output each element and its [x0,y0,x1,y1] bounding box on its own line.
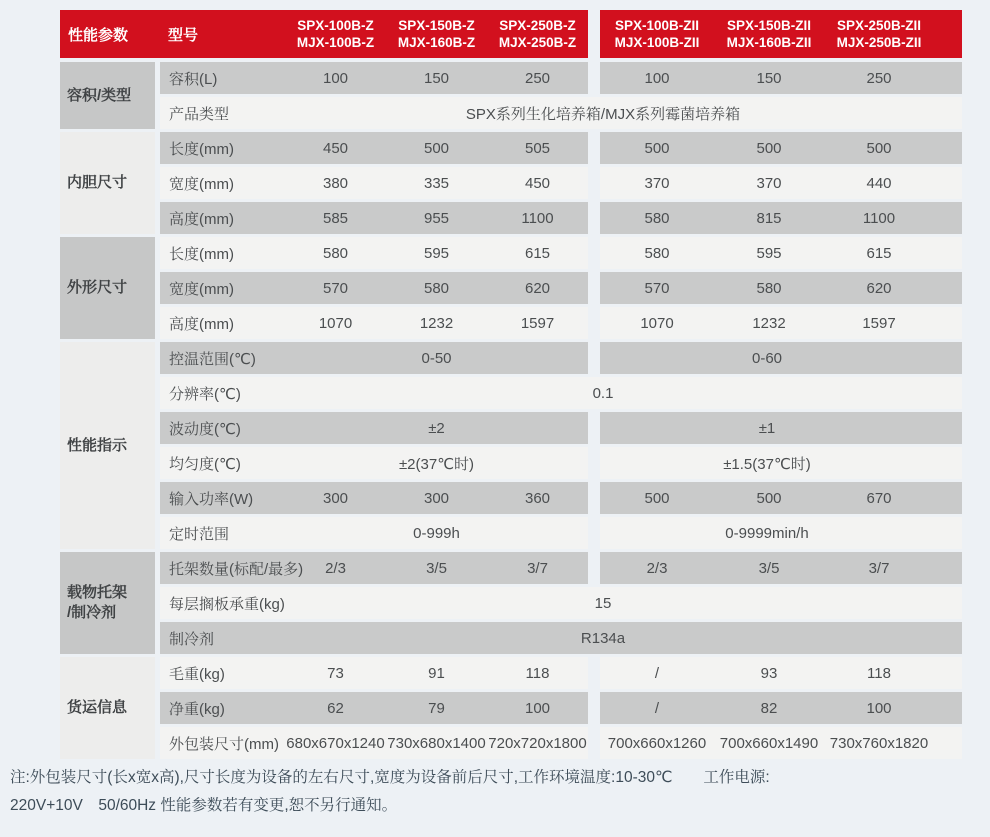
row-value: 620 [524,279,551,297]
row-strip-right [600,307,962,339]
category-cell [60,62,155,129]
spec-row [160,272,962,304]
spec-row [160,482,962,514]
row-group-divider [588,447,600,479]
row-value: 300 [322,489,349,507]
spec-row [160,447,962,479]
row-strip-left [160,657,588,689]
spec-row [160,657,962,689]
row-value: 500 [644,489,670,507]
row-label: 产品类型 [169,105,230,123]
row-value: 1100 [862,209,896,227]
row-value-span: R134a [580,629,626,647]
row-value-left-group: 0-999h [413,524,460,542]
row-strip-left [160,202,588,234]
header-model-column [600,17,714,51]
row-value: 585 [322,209,349,227]
row-group-divider [588,657,600,689]
model-name: SPX-250B-Z [499,18,576,33]
row-value-span: 15 [594,594,612,612]
row-group-divider [588,692,600,724]
row-value: 615 [866,244,892,262]
model-name: SPX-150B-Z [398,18,475,33]
row-group-divider [588,272,600,304]
row-strip [160,622,962,654]
row-value: 2/3 [325,559,346,577]
row-value: / [654,664,660,682]
row-strip-left [160,552,588,584]
row-value: 91 [428,664,445,682]
row-value: 1070 [318,314,353,332]
row-strip-left [160,132,588,164]
model-name: SPX-250B-ZII [836,18,922,33]
row-value: 580 [644,244,670,262]
row-group-divider [588,167,600,199]
spec-row [160,587,962,619]
row-label: 高度(mm) [169,315,234,333]
row-strip-left [160,517,588,549]
spec-row [160,342,962,374]
category-cell [60,237,155,339]
spec-row [160,377,962,409]
row-strip-right [600,482,962,514]
header-model-column [487,17,588,51]
row-strip-right [600,692,962,724]
row-value: 505 [524,139,551,157]
row-value: 250 [866,69,892,87]
row-strip [160,377,962,409]
row-label: 外包装尺寸(mm) [169,735,279,753]
spec-row [160,412,962,444]
category-label: /制冷剂 [67,604,117,621]
row-value: 360 [524,489,551,507]
row-strip-right [600,342,962,374]
section-rows [160,552,962,654]
row-value: 3/5 [758,559,780,577]
row-value-right-group: ±1 [758,419,776,437]
row-strip-right [600,447,962,479]
model-name: SPX-100B-ZII [614,18,700,33]
row-value: 370 [644,174,670,192]
row-label: 长度(mm) [169,140,234,158]
row-value: 580 [423,279,450,297]
header-group-divider [588,10,600,58]
row-group-divider [588,132,600,164]
model-name: MJX-160B-ZII [726,35,812,50]
spec-section [60,132,962,234]
spec-row [160,622,962,654]
row-strip-left [160,342,588,374]
row-value: 300 [423,489,450,507]
row-strip [160,97,962,129]
spec-table [60,10,962,762]
row-label: 均匀度(℃) [169,455,241,473]
row-value: 730x760x1820 [829,734,929,752]
category-label: 容积/类型 [67,86,132,104]
row-group-divider [588,482,600,514]
row-value: 2/3 [646,559,668,577]
row-strip-left [160,727,588,759]
spec-row [160,132,962,164]
row-label: 宽度(mm) [169,175,234,193]
row-strip-right [600,517,962,549]
section-rows [160,657,962,759]
row-strip-right [600,412,962,444]
row-label: 定时范围 [169,525,230,543]
model-name: SPX-150B-ZII [726,18,812,33]
row-label: 输入功率(W) [169,490,254,508]
row-value-left-group: ±2 [428,419,445,437]
row-strip-right [600,727,962,759]
row-value-right-group: ±1.5(37℃时) [723,455,811,473]
spec-section [60,237,962,339]
row-value: 570 [644,279,670,297]
header-left-block [60,10,588,58]
row-value: 670 [866,489,892,507]
row-value: 150 [423,69,450,87]
header-param-label: 性能参数 [68,26,129,44]
category-label: 外形尺寸 [67,279,128,296]
spec-table-body [60,62,962,759]
row-group-divider [588,202,600,234]
model-name: MJX-160B-Z [397,35,476,50]
category-cell [60,552,155,654]
header-model-column [824,17,934,51]
footnote-line-1: 注:外包装尺寸(长x宽x高),尺寸长度为设备的左右尺寸,宽度为设备前后尺寸,工作环境温度:10-30℃ 工作电源: [10,769,770,786]
table-header-row [60,10,962,58]
row-value: 62 [327,699,344,717]
row-value: 150 [756,69,782,87]
row-value: 100 [866,699,892,717]
row-value: 3/7 [527,559,548,577]
row-strip-left [160,447,588,479]
row-strip-right [600,272,962,304]
row-group-divider [588,727,600,759]
row-label: 波动度(℃) [169,420,241,438]
row-value: 118 [525,664,550,682]
spec-row [160,692,962,724]
row-strip-right [600,237,962,269]
section-rows [160,237,962,339]
row-value: 620 [866,279,892,297]
row-value: 118 [867,664,891,682]
row-strip-right [600,202,962,234]
row-label: 毛重(kg) [169,665,225,683]
row-strip-left [160,237,588,269]
category-label: 性能指示 [67,436,128,454]
row-value: 440 [866,174,892,192]
model-name: MJX-250B-Z [498,35,577,50]
row-value: 1100 [521,209,554,227]
model-name: MJX-250B-ZII [836,35,922,50]
row-value: 3/5 [426,559,447,577]
row-value-right-group: 0-9999min/h [725,524,809,542]
spec-row [160,167,962,199]
category-cell [60,657,155,759]
model-name: MJX-100B-Z [296,35,375,50]
row-label: 容积(L) [169,70,218,88]
row-strip-right [600,552,962,584]
section-rows [160,342,962,549]
row-label: 每层搁板承重(kg) [169,595,285,613]
header-model-label: 型号 [168,26,199,44]
row-group-divider [588,517,600,549]
row-value: 100 [644,69,670,87]
row-value: 815 [756,209,782,227]
spec-row [160,62,962,94]
row-value: 955 [423,209,450,227]
row-label: 托架数量(标配/最多) [169,560,304,578]
spec-row [160,97,962,129]
row-value: 82 [760,699,778,717]
row-value: 570 [322,279,349,297]
header-model-column [386,17,487,51]
row-value: 500 [866,139,892,157]
row-group-divider [588,412,600,444]
row-value: 73 [327,664,344,682]
spec-section [60,552,962,654]
model-name: MJX-100B-ZII [614,35,700,50]
row-value: 500 [423,139,450,157]
header-model-column [714,17,824,51]
row-value: 500 [756,489,782,507]
row-value-span: 0.1 [592,384,614,402]
row-value: 1070 [640,314,674,332]
row-value: 1597 [862,314,896,332]
row-value: 580 [644,209,670,227]
category-cell [60,342,155,549]
row-strip [160,587,962,619]
row-value: 500 [756,139,782,157]
row-value-left-group: 0-50 [421,349,452,367]
row-label: 控温范围(℃) [169,350,256,368]
row-value: 580 [756,279,782,297]
footnote-line-2: 220V+10V 50/60Hz 性能参数若有变更,恕不另行通知。 [10,797,398,814]
row-value: 720x720x1800 [488,734,587,752]
row-strip-left [160,272,588,304]
row-strip-left [160,167,588,199]
row-strip-left [160,692,588,724]
row-label: 长度(mm) [169,245,234,263]
row-value-left-group: ±2(37℃时) [398,455,475,473]
header-model-column [285,17,386,51]
row-value: 700x660x1260 [607,734,707,752]
row-value: 595 [756,244,782,262]
row-value: 450 [524,174,551,192]
row-value: 700x660x1490 [719,734,819,752]
spec-row [160,727,962,759]
row-value: 93 [760,664,778,682]
row-value: 730x680x1400 [387,734,486,752]
row-strip-right [600,132,962,164]
spec-row [160,307,962,339]
row-strip-right [600,62,962,94]
model-name: SPX-100B-Z [297,18,374,33]
row-group-divider [588,307,600,339]
row-strip-left [160,62,588,94]
row-value: 1597 [520,314,555,332]
row-value: 100 [322,69,349,87]
category-label: 载物托架 [67,584,128,601]
spec-section [60,62,962,129]
row-value: 1232 [419,314,454,332]
row-strip-left [160,307,588,339]
row-value: 250 [524,69,551,87]
row-value: 370 [756,174,782,192]
category-label: 内胆尺寸 [67,174,128,191]
row-label: 制冷剂 [169,630,215,648]
category-cell [60,132,155,234]
row-value: 595 [423,244,450,262]
row-value: 79 [428,699,445,717]
row-group-divider [588,552,600,584]
row-value: 680x670x1240 [286,734,385,752]
section-rows [160,132,962,234]
row-label: 分辨率(℃) [169,385,241,403]
row-strip-right [600,657,962,689]
row-value-span: SPX系列生化培养箱/MJX系列霉菌培养箱 [465,105,741,123]
row-group-divider [588,342,600,374]
header-right-block [600,10,962,58]
row-label: 高度(mm) [169,210,234,228]
row-value-right-group: 0-60 [751,349,783,367]
footnote [10,764,980,820]
row-group-divider [588,62,600,94]
row-label: 宽度(mm) [169,280,234,298]
spec-row [160,552,962,584]
row-value: 450 [322,139,349,157]
row-value: / [654,699,660,717]
row-value: 100 [524,699,551,717]
row-value: 1232 [752,314,786,332]
row-value: 580 [322,244,349,262]
row-value: 3/7 [868,559,890,577]
row-strip-left [160,412,588,444]
row-value: 380 [322,174,349,192]
spec-row [160,237,962,269]
row-value: 335 [423,174,450,192]
row-value: 615 [524,244,551,262]
row-strip-right [600,167,962,199]
row-group-divider [588,237,600,269]
category-label: 货运信息 [67,699,128,716]
row-label: 净重(kg) [169,700,225,718]
section-rows [160,62,962,129]
spec-row [160,202,962,234]
spec-section [60,657,962,759]
row-strip-left [160,482,588,514]
spec-row [160,517,962,549]
row-value: 500 [644,139,670,157]
spec-section [60,342,962,549]
